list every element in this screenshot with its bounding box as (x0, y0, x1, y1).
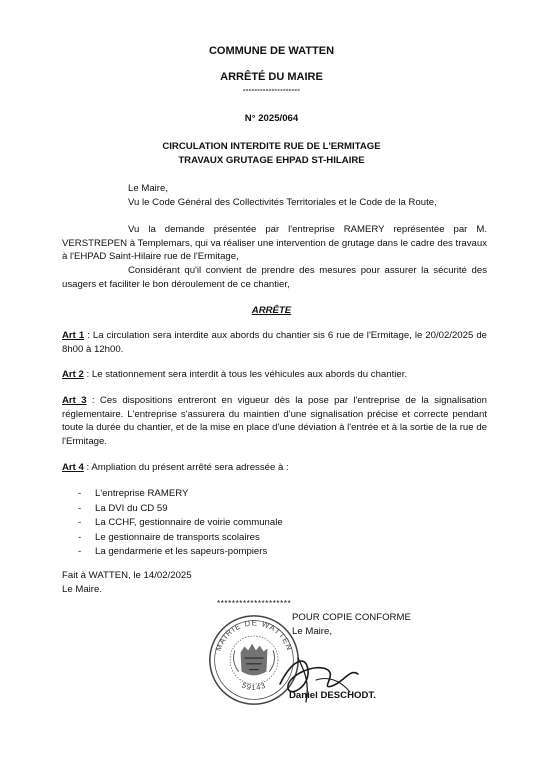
footer-mayor: Le Maire. (62, 584, 102, 595)
recipient-text: La gendarmerie et les sapeurs-pompiers (95, 546, 268, 557)
preamble-code: Vu le Code Général des Collectivités Territoriales et le Code de la Route, (128, 197, 437, 208)
article-4 (62, 461, 487, 475)
list-item (78, 516, 478, 531)
list-dash: - (78, 546, 82, 557)
article-4-text: : Ampliation du présent arrêté sera adressée à : (83, 462, 289, 473)
preamble-vu-demande: Vu la demande présentée par l'entreprise RAMERY représentée par M. VERSTREPEN à Templemars, qui va réaliser une intervention de grutage dans le cadre des travaux à l'EHPAD Saint-Hilaire rue de l'Ermitage, (62, 224, 487, 263)
copie-mayor: Le Maire, (292, 626, 332, 637)
subject-line-2: TRAVAUX GRUTAGE EHPAD ST-HILAIRE (178, 155, 365, 166)
article-1-label: Art 1 (62, 330, 85, 341)
arrete-heading: ARRÊTE (251, 305, 292, 316)
decree-number: N° 2025/064 (244, 113, 299, 124)
title-separator: -------------------- (242, 85, 301, 94)
stars-separator: ******************** (217, 599, 292, 608)
list-dash: - (78, 517, 82, 528)
document-title: ARRÊTÉ DU MAIRE (220, 71, 323, 83)
recipients-list (78, 487, 478, 560)
copie-conforme: POUR COPIE CONFORME (292, 612, 411, 623)
article-4-label: Art 4 (62, 462, 84, 473)
article-3-text: : Ces dispositions entreront en vigueur dès la pose par l'entreprise de la signalisation réglementaire. L'entreprise s'assurera du maintien d'une signalisation précise et correcte pendant toute la durée du chantier, et de la mise en place d'une déviation à l'entrée et à la sortie de la rue de l'Ermitage. (62, 395, 487, 447)
article-2-text: : Le stationnement sera interdit à tous les véhicules aux abords du chantier. (83, 369, 408, 380)
recipient-text: La DVI du CD 59 (95, 502, 168, 514)
list-item (78, 545, 478, 560)
list-dash: - (78, 502, 82, 514)
done-at: Fait à WATTEN, le 14/02/2025 (62, 570, 192, 581)
article-2-label: Art 2 (62, 369, 84, 380)
svg-text:MAIRIE DE WATTEN: MAIRIE DE WATTEN (213, 618, 295, 653)
list-dash: - (78, 531, 82, 543)
preamble-considerant: Considérant qu'il convient de prendre des mesures pour assurer la sécurité des usagers et faciliter le bon déroulement de ce chantier, (62, 265, 487, 290)
article-3 (62, 394, 487, 448)
commune-name: COMMUNE DE WATTEN (208, 45, 335, 57)
recipient-text: L'entreprise RAMERY (95, 488, 189, 499)
svg-text:59143: 59143 (240, 680, 268, 692)
recipient-text: La CCHF, gestionnaire de voirie communale (95, 517, 283, 528)
preamble-mayor: Le Maire, (128, 183, 168, 194)
article-1 (62, 329, 487, 356)
subject-line-1: CIRCULATION INTERDITE RUE DE L'ERMITAGE (162, 141, 381, 152)
list-item (78, 502, 478, 517)
article-2 (62, 368, 487, 382)
article-1-text: : La circulation sera interdite aux abords du chantier sis 6 rue de l'Ermitage, le 20/02/2025 de 8h00 à 12h00. (62, 330, 487, 355)
list-dash: - (78, 488, 82, 499)
list-item (78, 531, 478, 546)
article-3-label: Art 3 (62, 395, 87, 406)
recipient-text: Le gestionnaire de transports scolaires (95, 531, 260, 543)
signatory-name: Daniel DESCHODT. (289, 690, 376, 701)
list-item (78, 487, 478, 502)
